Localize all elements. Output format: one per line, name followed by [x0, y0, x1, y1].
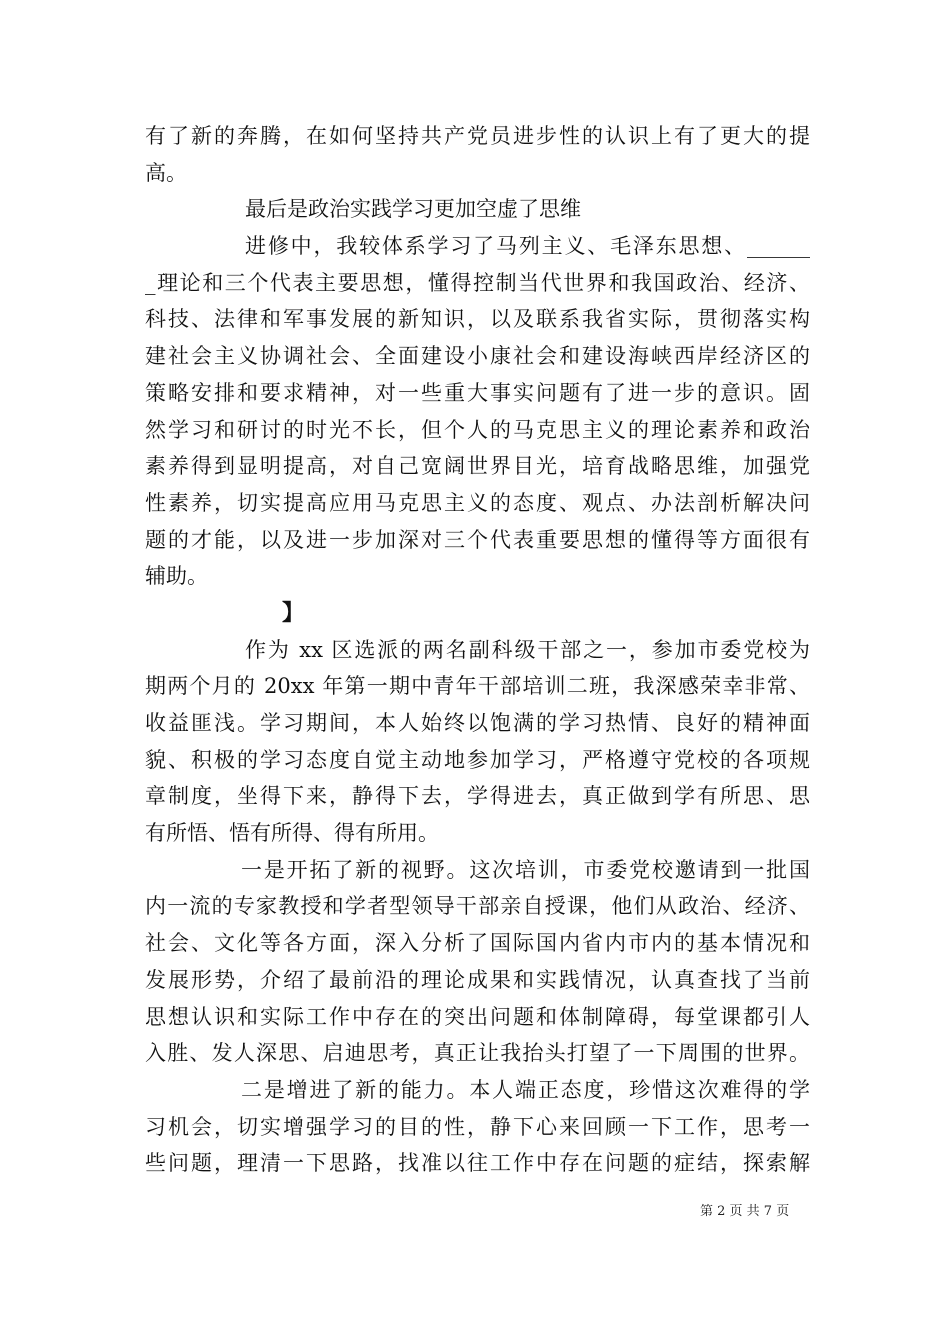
section-bracket: 】 — [282, 599, 305, 626]
section-heading: 最后是政治实践学习更加空虚了思维 — [245, 197, 581, 222]
text-line: 进修中，我较体系学习了马列主义、毛泽东思想、______ — [245, 234, 810, 259]
text-line: 发展形势，介绍了最前沿的理论成果和实践情况，认真查找了当前 — [145, 967, 810, 992]
text-line: 题的才能，以及进一步加深对三个代表重要思想的懂得等方面很有 — [145, 527, 810, 552]
text-line: 建社会主义协调社会、全面建设小康社会和建设海峡西岸经济区的 — [145, 344, 810, 369]
text-line: _理论和三个代表主要思想，懂得控制当代世界和我国政治、经济、 — [145, 270, 810, 295]
text-line: 习机会，切实增强学习的目的性，静下心来回顾一下工作，思考一 — [145, 1114, 810, 1139]
text-line: 些问题，理清一下思路，找准以往工作中存在问题的症结，探索解 — [145, 1151, 810, 1176]
text-line: 然学习和研讨的时光不长，但个人的马克思主义的理论素养和政治 — [145, 417, 810, 442]
text-line: 收益匪浅。学习期间，本人始终以饱满的学习热情、良好的精神面 — [145, 711, 810, 735]
page-number: 第 2 页 共 7 页 — [700, 1204, 790, 1219]
text-line: 有了新的奔腾，在如何坚持共产党员进步性的认识上有了更大的提 — [145, 124, 810, 148]
text-line: 辅助。 — [145, 564, 208, 589]
text-line: 思想认识和实际工作中存在的突出问题和体制障碍，每堂课都引人 — [145, 1004, 810, 1029]
text-line: 科技、法律和军事发展的新知识，以及联系我省实际，贯彻落实构 — [145, 307, 810, 332]
text-line: 二是增进了新的能力。本人端正态度，珍惜这次难得的学 — [241, 1077, 810, 1102]
text-line: 作为 xx 区选派的两名副科级干部之一，参加市委党校为 — [245, 637, 810, 662]
text-line: 有所悟、悟有所得、得有所用。 — [145, 821, 439, 846]
text-line: 社会、文化等各方面，深入分析了国际国内省内市内的基本情况和 — [145, 931, 810, 956]
text-line: 内一流的专家教授和学者型领导干部亲自授课，他们从政治、经济、 — [145, 894, 810, 919]
text-line: 期两个月的 20xx 年第一期中青年干部培训二班，我深感荣幸非常、 — [145, 674, 810, 699]
text-line: 章制度，坐得下来，静得下去，学得进去，真正做到学有所思、思 — [145, 784, 810, 809]
text-line: 素养得到显明提高，对自己宽阔世界目光，培育战略思维，加强党 — [145, 454, 810, 479]
text-line: 一是开拓了新的视野。这次培训，市委党校邀请到一批国 — [241, 857, 810, 882]
document-body — [145, 118, 810, 1182]
text-line: 貌、积极的学习态度自觉主动地参加学习，严格遵守党校的各项规 — [145, 747, 810, 772]
text-line: 策略安排和要求精神，对一些重大事实问题有了进一步的意识。固 — [145, 380, 810, 405]
text-line: 性素养，切实提高应用马克思主义的态度、观点、办法剖析解决问 — [145, 490, 810, 515]
text-line: 高。 — [145, 160, 187, 185]
text-line: 入胜、发人深思、启迪思考，真正让我抬头打望了一下周围的世界。 — [145, 1041, 810, 1066]
